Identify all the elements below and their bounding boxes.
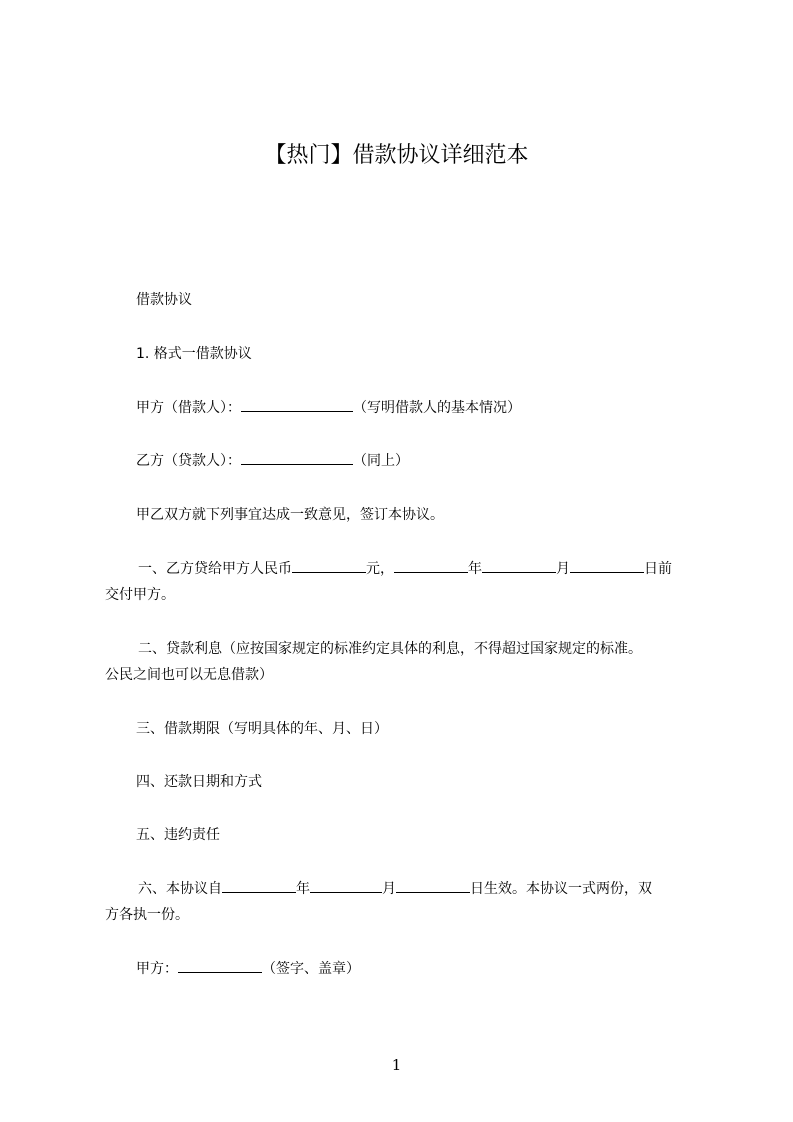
text: 六、本协议自	[138, 881, 222, 897]
document-title: 【热门】借款协议详细范本	[264, 143, 529, 168]
text: 借款协议	[136, 292, 192, 308]
text: 公民之间也可以无息借款）	[105, 667, 273, 683]
blank-line	[482, 558, 556, 573]
text: （写明借款人的基本情况）	[353, 400, 521, 416]
text: 月	[382, 881, 396, 897]
blank-line	[241, 450, 353, 465]
text: 三、借款期限（写明具体的年、月、日）	[136, 721, 388, 737]
paragraph-clause-4	[105, 769, 715, 795]
blank-line	[310, 878, 382, 893]
text: 甲方（借款人）：	[136, 400, 241, 416]
text: 日前	[644, 561, 672, 577]
text: 乙方（贷款人）：	[136, 453, 241, 469]
text: 甲乙双方就下列事宜达成一致意见，签订本协议。	[136, 507, 444, 523]
text: 四、还款日期和方式	[136, 774, 262, 790]
paragraph-agreement-intro	[105, 502, 715, 528]
text: 二、贷款利息（应按国家规定的标准约定具体的利息，不得超过国家规定的标准。	[138, 641, 642, 657]
paragraph-agreement-heading	[105, 287, 715, 313]
paragraph-party-a-signature	[105, 956, 715, 982]
text: 方各执一份。	[105, 907, 189, 923]
paragraph-clause-6	[105, 876, 715, 928]
paragraph-clause-1	[105, 556, 715, 608]
paragraph-party-a	[105, 395, 715, 421]
blank-line	[222, 878, 296, 893]
paragraph-party-b	[105, 448, 715, 474]
paragraph-format-one	[105, 341, 715, 367]
paragraph-clause-5	[105, 822, 715, 848]
blank-line	[241, 397, 353, 412]
text: （签字、盖章）	[262, 961, 360, 977]
text: 年	[296, 881, 310, 897]
text: 1. 格式一借款协议	[136, 346, 252, 362]
paragraph-clause-3	[105, 716, 715, 742]
blank-line	[178, 958, 262, 973]
blank-line	[394, 558, 468, 573]
page-number: 1	[391, 1056, 402, 1074]
text: （同上）	[353, 453, 409, 469]
blank-line	[570, 558, 644, 573]
text: 月	[556, 561, 570, 577]
text: 交付甲方。	[105, 587, 175, 603]
blank-line	[396, 878, 470, 893]
text: 日生效。本协议一式两份，双	[470, 881, 652, 897]
text: 甲方：	[136, 961, 178, 977]
blank-line	[292, 558, 366, 573]
text: 元，	[366, 561, 394, 577]
text: 一、乙方贷给甲方人民币	[138, 561, 292, 577]
text: 五、违约责任	[136, 827, 220, 843]
text: 年	[468, 561, 482, 577]
paragraph-clause-2	[105, 636, 715, 688]
